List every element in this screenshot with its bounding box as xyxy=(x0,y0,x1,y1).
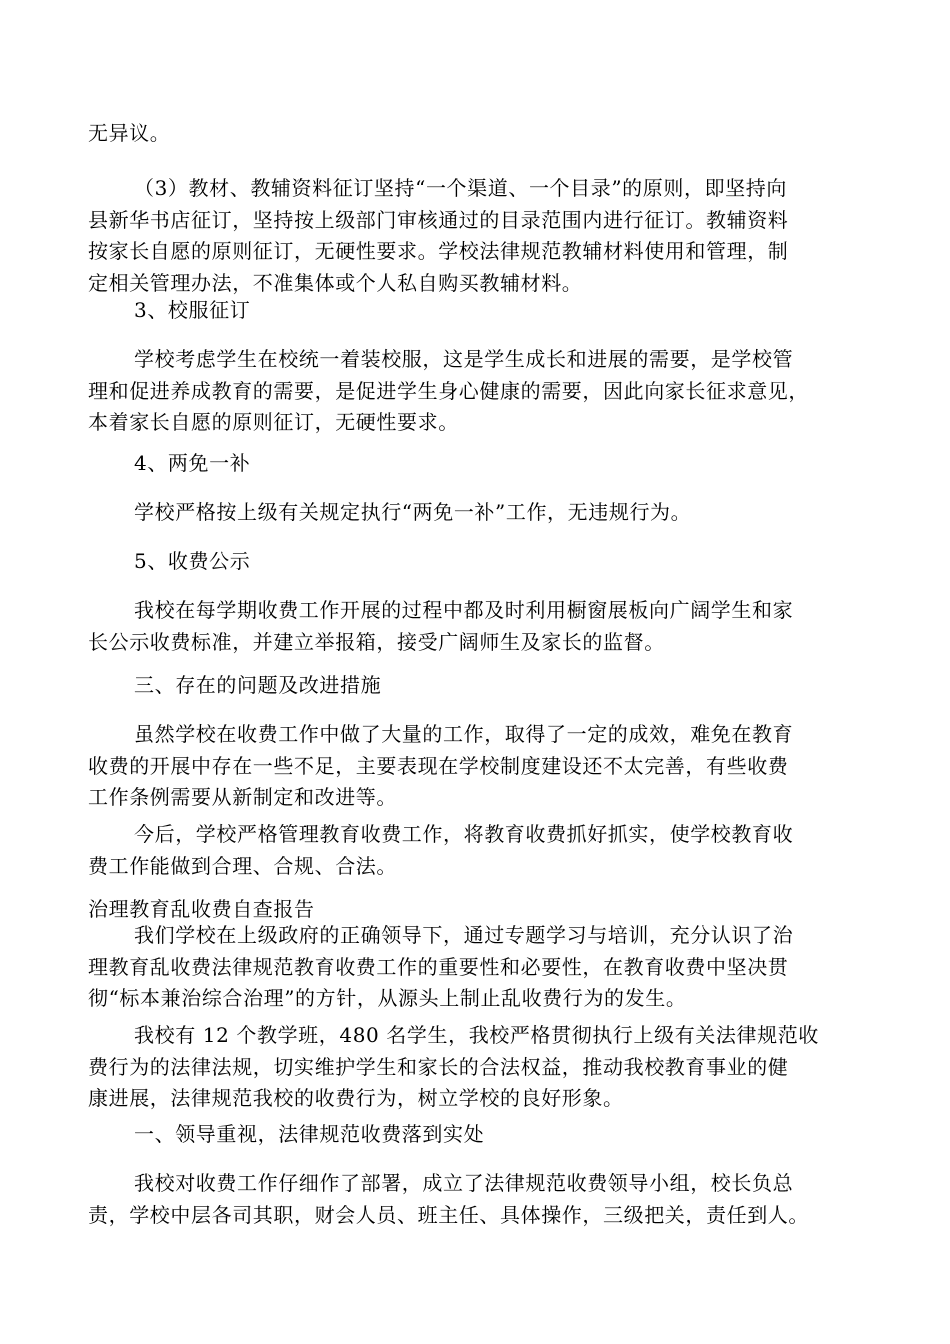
text-line: 理教育乱收费法律规范教育收费工作的重要性和必要性，在教育收费中坚决贯 xyxy=(88,954,789,979)
heading-two-free-one-subsidy xyxy=(88,448,878,480)
paragraph-fee-publicity xyxy=(88,595,878,658)
text-line: 工作条例需要从新制定和改进等。 xyxy=(88,785,397,809)
paragraph-school-uniform xyxy=(88,344,878,439)
text-line: 彻“标本兼治综合治理”的方针，从源头上制止乱收费行为的发生。 xyxy=(88,986,687,1010)
paragraph-future xyxy=(88,819,878,882)
text-line: 费行为的法律法规，切实维护学生和家长的合法权益，推动我校教育事业的健 xyxy=(88,1054,789,1079)
paragraph-continuation xyxy=(88,118,878,150)
text-line: 我们学校在上级政府的正确领导下，通过专题学习与培训，充分认识了治 xyxy=(134,923,794,947)
text-line: 理和促进养成教育的需要，是促进学生身心健康的需要，因此向家长征求意见， xyxy=(88,378,809,403)
paragraph-textbook-ordering xyxy=(88,173,878,299)
text-line: 今后，学校严格管理教育收费工作，将教育收费抓好抓实，使学校教育收 xyxy=(134,822,794,846)
text-line: 我校对收费工作仔细作了部署，成立了法律规范收费领导小组，校长负总 xyxy=(134,1171,794,1195)
text-line: 县新华书店征订，坚持按上级部门审核通过的目录范围内进行征订。教辅资料 xyxy=(88,207,789,232)
text-line: 责，学校中层各司其职，财会人员、班主任、具体操作，三级把关，责任到人。 xyxy=(88,1202,809,1227)
text-line: 定相关管理办法，不准集体或个人私自购买教辅材料。 xyxy=(88,270,583,295)
text-line: 学校严格按上级有关规定执行“两免一补”工作，无违规行为。 xyxy=(134,500,692,524)
section-heading: 一、领导重视，法律规范收费落到实处 xyxy=(134,1122,485,1146)
text-line: 学校考虑学生在校统一着装校服，这是学生成长和进展的需要，是学校管 xyxy=(134,347,794,371)
section-heading: 三、存在的问题及改进措施 xyxy=(134,673,382,697)
heading-fee-publicity xyxy=(88,546,878,578)
paragraph-leadership xyxy=(88,1168,878,1231)
heading-leadership xyxy=(88,1119,878,1151)
paragraph-problems xyxy=(88,719,878,814)
heading-problems xyxy=(88,670,878,702)
text-line: 费工作能做到合理、合规、合法。 xyxy=(88,853,397,878)
text-line: （3）教材、教辅资料征订坚持“一个渠道、一个目录”的原则，即坚持向 xyxy=(134,176,787,200)
section-heading: 5、收费公示 xyxy=(134,549,251,573)
paragraph-two-free-one-subsidy xyxy=(88,497,878,529)
paragraph-school-overview xyxy=(88,1020,878,1115)
text-line: 无异议。 xyxy=(88,121,171,145)
text-line: 本着家长自愿的原则征订，无硬性要求。 xyxy=(88,410,459,434)
text-line: 我校在每学期收费工作开展的过程中都及时利用橱窗展板向广阔学生和家 xyxy=(134,598,794,622)
text-line: 我校有 12 个教学班，480 名学生，我校严格贯彻执行上级有关法律规范收 xyxy=(134,1023,819,1047)
text-line: 按家长自愿的原则征订，无硬性要求。学校法律规范教辅材料使用和管理，制 xyxy=(88,239,789,263)
page-title: 治理教育乱收费自查报告 xyxy=(88,897,315,921)
text-line: 康进展，法律规范我校的收费行为，树立学校的良好形象。 xyxy=(88,1086,624,1110)
text-line: 虽然学校在收费工作中做了大量的工作，取得了一定的成效，难免在教育 xyxy=(134,722,794,746)
text-line: 长公示收费标准，并建立举报箱，接受广阔师生及家长的监督。 xyxy=(88,629,665,654)
paragraph-report-intro xyxy=(88,920,878,1015)
text-line: 收费的开展中存在一些不足，主要表现在学校制度建设还不太完善，有些收费 xyxy=(88,753,789,778)
section-heading: 3、校服征订 xyxy=(134,298,251,322)
section-heading: 4、两免一补 xyxy=(134,451,251,475)
heading-school-uniform xyxy=(88,295,878,327)
